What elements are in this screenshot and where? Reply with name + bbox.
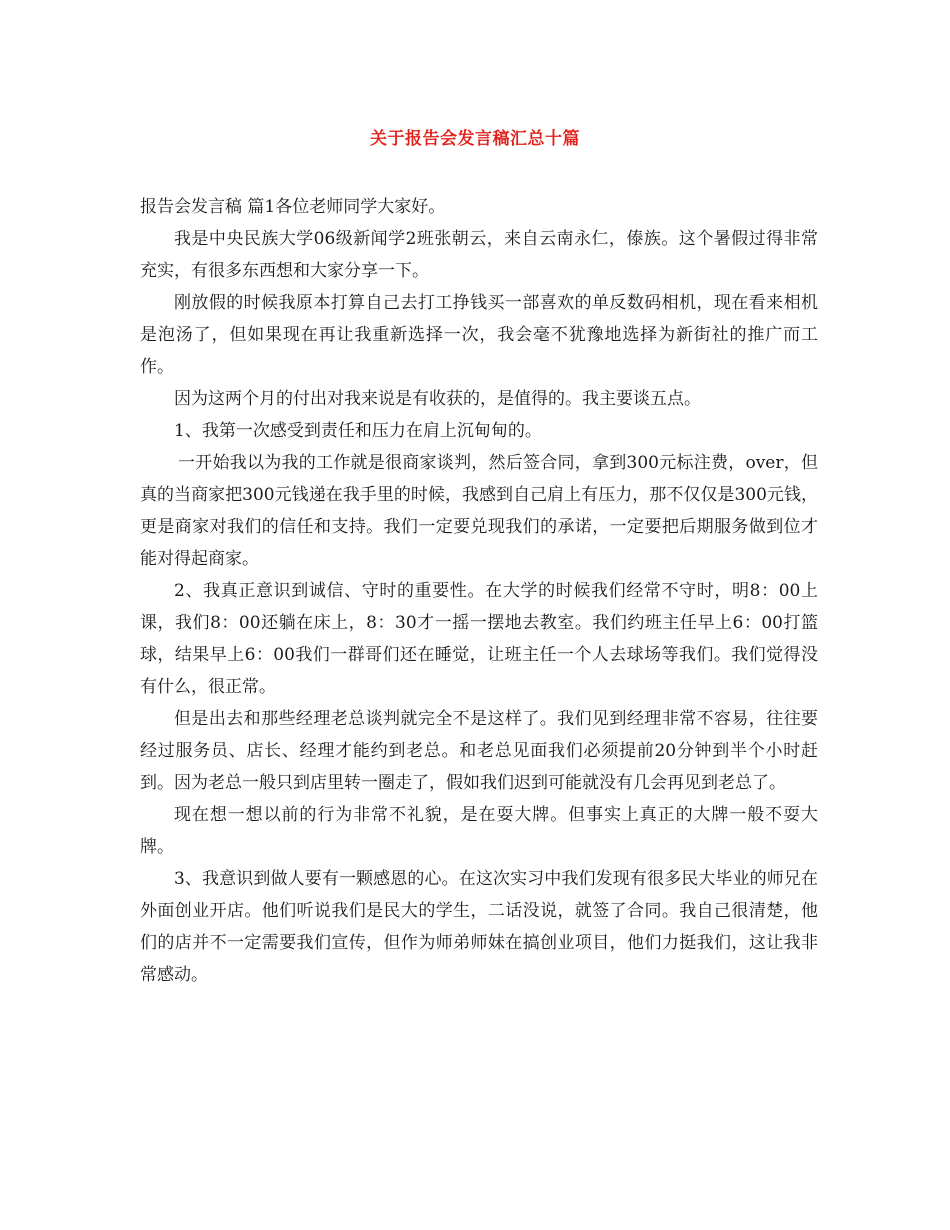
paragraph-point-three: 3、我意识到做人要有一颗感恩的心。在这次实习中我们发现有很多民大毕业的师兄在外面创业开店。他们听说我们是民大的学生，二话没说，就签了合同。我自己很清楚，他们的店并不一定需要我们宣传，但作为师弟师妹在搞创业项目，他们力挺我们，这让我非常感动。 [140,869,818,985]
document-title: 关于报告会发言稿汇总十篇 [370,129,580,149]
paragraph-summer-plan: 刚放假的时候我原本打算自己去打工挣钱买一部喜欢的单反数码相机，现在看来相机是泡汤了，但如果现在再让我重新选择一次，我会毫不犹豫地选择为新街社的推广而工作。 [140,293,818,377]
document-body [140,191,818,991]
paragraph-point-one-heading: 1、我第一次感受到责任和压力在肩上沉甸甸的。 [174,421,542,441]
paragraph-self-introduction: 我是中央民族大学06级新闻学2班张朝云，来自云南永仁，傣族。这个暑假过得非常充实，有很多东西想和大家分享一下。 [140,229,818,281]
paragraph-five-points: 因为这两个月的付出对我来说是有收获的，是值得的。我主要谈五点。 [174,389,701,409]
paragraph-reflection: 现在想一想以前的行为非常不礼貌，是在耍大牌。但事实上真正的大牌一般不耍大牌。 [140,805,818,857]
paragraph-point-one-body: 一开始我以为我的工作就是很商家谈判，然后签合同，拿到300元标注费，over，但真的当商家把300元钱递在我手里的时候，我感到自己肩上有压力，那不仅仅是300元钱，更是商家对我们的信任和支持。我们一定要兑现我们的承诺，一定要把后期服务做到位才能对得起商家。 [140,453,818,569]
paragraph-meeting-managers: 但是出去和那些经理老总谈判就完全不是这样了。我们见到经理非常不容易，往往要经过服务员、店长、经理才能约到老总。和老总见面我们必须提前20分钟到半个小时赶到。因为老总一般只到店里转一圈走了，假如我们迟到可能就没有几会再见到老总了。 [140,709,818,793]
paragraph-point-two: 2、我真正意识到诚信、守时的重要性。在大学的时候我们经常不守时，明8：00上课，我们8：00还躺在床上，8：30才一摇一摆地去教室。我们约班主任早上6：00打篮球，结果早上6：00我们一群哥们还在睡觉，让班主任一个人去球场等我们。我们觉得没有什么，很正常。 [140,581,818,697]
paragraph-intro: 报告会发言稿 篇1各位老师同学大家好。 [140,197,446,217]
